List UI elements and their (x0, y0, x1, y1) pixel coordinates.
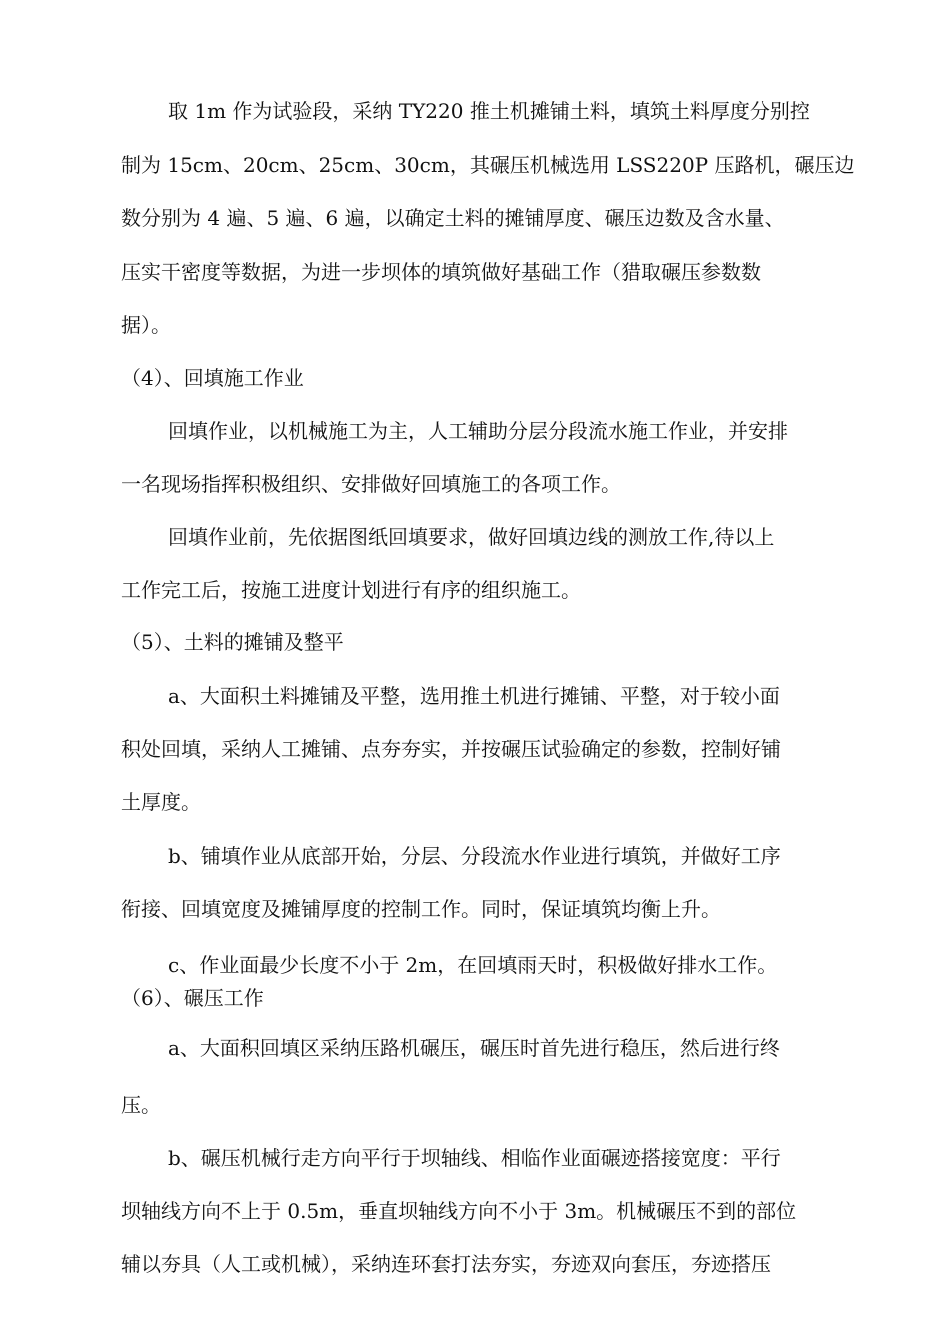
paragraph-line: 积处回填，采纳人工摊铺、点夯夯实，并按碾压试验确定的参数，控制好铺 (121, 737, 781, 761)
section-heading: （5）、土料的摊铺及整平 (121, 630, 344, 654)
paragraph-line: 回填作业前，先依据图纸回填要求，做好回填边线的测放工作,待以上 (168, 525, 775, 549)
paragraph-line: c、作业面最少长度不小于 2m，在回填雨天时，积极做好排水工作。 (168, 953, 778, 977)
paragraph-line: a、大面积回填区采纳压路机碾压，碾压时首先进行稳压，然后进行终 (168, 1036, 780, 1060)
paragraph-line: 制为 15cm、20cm、25cm、30cm，其碾压机械选用 LSS220P 压路机，碾压边 (121, 153, 855, 177)
paragraph-line: 土厚度。 (121, 790, 201, 814)
paragraph-line: 一名现场指挥积极组织、安排做好回填施工的各项工作。 (121, 472, 621, 496)
paragraph-line: a、大面积土料摊铺及平整，选用推土机进行摊铺、平整，对于较小面 (168, 684, 780, 708)
paragraph-line: 数分别为 4 遍、5 遍、6 遍，以确定土料的摊铺厚度、碾压边数及含水量、 (121, 206, 785, 230)
paragraph-line: b、铺填作业从底部开始，分层、分段流水作业进行填筑，并做好工序 (168, 844, 781, 868)
paragraph-line: 取 1m 作为试验段，采纳 TY220 推土机摊铺土料，填筑土料厚度分别控 (168, 99, 810, 123)
section-heading: （4）、回填施工作业 (121, 366, 304, 390)
paragraph-line: 辅以夯具（人工或机械），采纳连环套打法夯实，夯迹双向套压，夯迹搭压 (121, 1252, 771, 1276)
paragraph-line: b、碾压机械行走方向平行于坝轴线、相临作业面碾迹搭接宽度：平行 (168, 1146, 781, 1170)
paragraph-line: 衔接、回填宽度及摊铺厚度的控制工作。同时，保证填筑均衡上升。 (121, 897, 721, 921)
paragraph-line: 回填作业，以机械施工为主，人工辅助分层分段流水施工作业，并安排 (168, 419, 788, 443)
paragraph-line: 压。 (121, 1093, 161, 1117)
section-heading: （6）、碾压工作 (121, 986, 264, 1010)
paragraph-line: 工作完工后，按施工进度计划进行有序的组织施工。 (121, 578, 581, 602)
paragraph-line: 坝轴线方向不上于 0.5m，垂直坝轴线方向不小于 3m。机械碾压不到的部位 (121, 1199, 797, 1223)
paragraph-line: 据）。 (121, 313, 171, 337)
paragraph-line: 压实干密度等数据，为进一步坝体的填筑做好基础工作（猎取碾压参数数 (121, 260, 761, 284)
